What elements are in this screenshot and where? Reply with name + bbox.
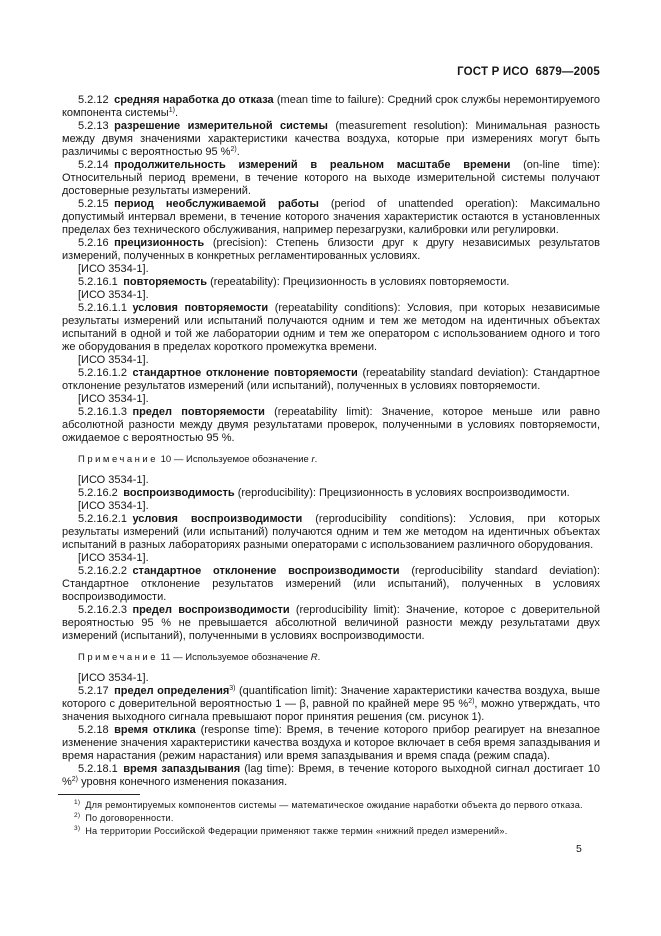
reference-line [62, 393, 600, 406]
text-run: (measurement resolution): Минимальная разность между двумя значениями характеристики качества воздуха, которые при измерениях могут быть различимы с вероятностью 95 % [62, 120, 600, 158]
text-run: стандартное отклонение воспроизводимости [132, 565, 412, 577]
body-paragraph [62, 513, 600, 552]
text-run: 5.2.18.1 [78, 763, 124, 775]
footnote-divider [58, 794, 140, 795]
text-run: время отклика [114, 724, 201, 736]
text-run: 5.2.13 [78, 120, 115, 132]
text-run: R [310, 652, 318, 663]
text-run: 11 — Используемое обозначение [158, 652, 311, 663]
reference-line [62, 354, 600, 367]
text-run: (repeatability standard deviation): Стандартное отклонение результатов измерений (или испытаний), полученных в условиях повторяемости. [62, 367, 600, 392]
text-run: 5.2.16.1.2 [78, 367, 133, 379]
text-run: 5.2.12 [78, 94, 115, 106]
text-run: (repeatability conditions): Условия, при которых независимые результаты измерений или испытаний получаются одним и тем же методом на идентичных объектах испытаний в одной и той же лаборатории одним и тем же оператором с использованием одного и того же оборудования в пределах короткого промежутка времени. [62, 302, 600, 353]
text-run: Примечание [78, 454, 158, 465]
text-run: [ИСО 3534-1]. [78, 354, 149, 366]
body-paragraph [62, 237, 600, 263]
footnote [62, 812, 600, 825]
body-paragraph [62, 763, 600, 789]
text-run: r [311, 454, 315, 465]
text-run: [ИСО 3534-1]. [78, 500, 149, 512]
footnote-text: Для ремонтируемых компонентов системы — математическое ожидание наработки объекта до первого отказа. [85, 800, 583, 810]
text-run: 5.2.16.1.3 [78, 406, 133, 418]
body-paragraph [62, 94, 600, 120]
body-paragraph [62, 302, 600, 354]
reference-line [62, 672, 600, 685]
text-run: 5.2.16.2.2 [78, 565, 133, 577]
footnote-marker: 1) [74, 799, 81, 806]
text-run: 5.2.14 [78, 159, 115, 171]
body-paragraph [62, 565, 600, 604]
text-run: (reproducibility): Прецизионность в условиях воспроизводимости. [237, 487, 570, 499]
body-paragraph [62, 604, 600, 643]
text-run: [ИСО 3534-1]. [78, 552, 149, 564]
text-run: повторяемость [123, 276, 211, 288]
body-paragraph [62, 159, 600, 198]
footnote-block [62, 794, 600, 838]
note-paragraph [62, 454, 600, 465]
body-paragraph [62, 198, 600, 237]
text-run: (precision): Степень близости друг к другу независимых результатов измерений, полученных в конкретных регламентированных условиях. [62, 237, 601, 262]
body-paragraph [62, 120, 600, 159]
text-run: разрешение измерительной системы [114, 120, 336, 132]
text-run: 5.2.16.1.1 [78, 302, 133, 314]
footnote-marker: 3) [74, 825, 81, 832]
text-run: (reproducibility standard deviation): Стандартное отклонение результатов измерений (или испытаний), полученных в условиях воспроизводимости. [62, 565, 600, 603]
reference-line [62, 500, 600, 513]
reference-line [62, 552, 600, 565]
text-run: 5.2.17 [78, 685, 115, 697]
text-run: прецизионность [114, 237, 213, 249]
footnote-marker: 2) [74, 812, 81, 819]
text-run: воспроизводимость [123, 487, 238, 499]
footnote-marker: 2) [71, 776, 79, 783]
text-run: уровня конечного изменения показания. [78, 776, 288, 788]
text-run: (repeatability limit): Значение, которое меньше или равно абсолютной разности между двумя результатами проверок, полученными в условиях повторяемости, ожидаемое с вероятностью 95 %. [62, 406, 600, 444]
text-run: 5.2.16.1 [78, 276, 124, 288]
text-run: условия воспроизводимости [132, 513, 316, 525]
text-run: . [314, 454, 318, 465]
text-run: (repeatability): Прецизионность в условиях повторяемости. [210, 276, 510, 288]
footnote-marker: 2) [468, 698, 475, 705]
text-run: [ИСО 3534-1]. [78, 474, 149, 486]
text-run: (reproducibility limit): Значение, которое с доверительной вероятностью 95 % не превышается абсолютной величиной разности между результатами двух измерений (испытаний), полученными в условиях воспроизводимости. [62, 604, 600, 642]
body-paragraph [62, 276, 600, 289]
text-run: [ИСО 3534-1]. [78, 672, 149, 684]
body-paragraph [62, 685, 600, 724]
footnote-marker: 1) [168, 107, 175, 114]
text-run: [ИСО 3534-1]. [78, 393, 149, 405]
document-body [62, 94, 600, 789]
footnote-text: На территории Российской Федерации применяют также термин «нижний предел измерений». [85, 826, 508, 836]
text-run: (quantification limit): Значение характеристики качества воздуха, выше которого с доверительной вероятностью 1 — β, равной по крайней мере 95 % [62, 685, 600, 710]
text-run: [ИСО 3534-1]. [78, 263, 149, 275]
text-run: 5.2.18 [78, 724, 115, 736]
reference-line [62, 263, 600, 276]
page-number: 5 [576, 843, 582, 855]
footnote [62, 799, 600, 812]
text-run: период необслуживаемой работы [114, 198, 331, 210]
text-run: (lag time): Время, в течение которого выходной сигнал достигает 10 % [62, 763, 600, 788]
footnote-marker: 3) [229, 685, 236, 692]
text-run: время запаздывания [123, 763, 245, 775]
text-run: Примечание [78, 652, 158, 663]
text-run: . [236, 146, 240, 158]
text-run: стандартное отклонение повторяемости [132, 367, 363, 379]
body-paragraph [62, 367, 600, 393]
text-run: (response time): Время, в течение которого прибор реагирует на внезапное изменение значения характеристики качества воздуха и которое включает в себя время запаздывания и время нарастания (режим нарастания) или время запаздывания и время спада (режим спада). [62, 724, 601, 762]
text-run: 5.2.16.2.3 [78, 604, 133, 616]
body-paragraph [62, 724, 600, 763]
note-paragraph [62, 652, 600, 663]
footnote-marker: 2) [230, 146, 237, 153]
text-run: 5.2.16.2 [78, 487, 124, 499]
text-run: средняя наработка до отказа [114, 94, 277, 106]
text-run: . [317, 652, 321, 663]
text-run: предел определения [114, 685, 230, 697]
text-run: 10 — Используемое обозначение [158, 454, 312, 465]
footnote [62, 825, 600, 838]
text-run: 5.2.16.2.1 [78, 513, 133, 525]
footnotes [62, 799, 600, 838]
text-run: , можно утверждать, что значения выходного сигнала превышают порог принятия решения (см. рисунок 1). [62, 698, 600, 723]
document-page [62, 66, 600, 838]
text-run: (on-line time): Относительный период времени, в течение которого на выходе измерительной системы получают достоверные результаты измерений. [62, 159, 600, 197]
reference-line [62, 289, 600, 302]
text-run: (period of unattended operation): Максимально допустимый интервал времени, в течение которого значения характеристик остаются в установленных пределах без технического обслуживания, например перезагрузки, калибровки или регулировки. [62, 198, 600, 236]
text-run: предел повторяемости [132, 406, 275, 418]
footnote-text: По договоренности. [85, 813, 174, 823]
text-run: условия повторяемости [132, 302, 275, 314]
body-paragraph [62, 406, 600, 445]
running-header: ГОСТ Р ИСО 6879—2005 [457, 66, 600, 78]
text-run: (reproducibility conditions): Условия, при которых результаты измерений (или испытаний) получаются одним и тем же методом на идентичных объектах испытаний в разных лабораториях разными операторами с использованием различного оборудования. [62, 513, 600, 551]
text-run: 5.2.16 [78, 237, 115, 249]
text-run: (mean time to failure): Средний срок службы неремонтируемого компонента системы [62, 94, 600, 119]
text-run: [ИСО 3534-1]. [78, 289, 149, 301]
text-run: предел воспроизводимости [132, 604, 296, 616]
text-run: 5.2.15 [78, 198, 115, 210]
text-run: продолжительность измерений в реальном масштабе времени [114, 159, 524, 171]
reference-line [62, 474, 600, 487]
body-paragraph [62, 487, 600, 500]
text-run: . [174, 107, 178, 119]
